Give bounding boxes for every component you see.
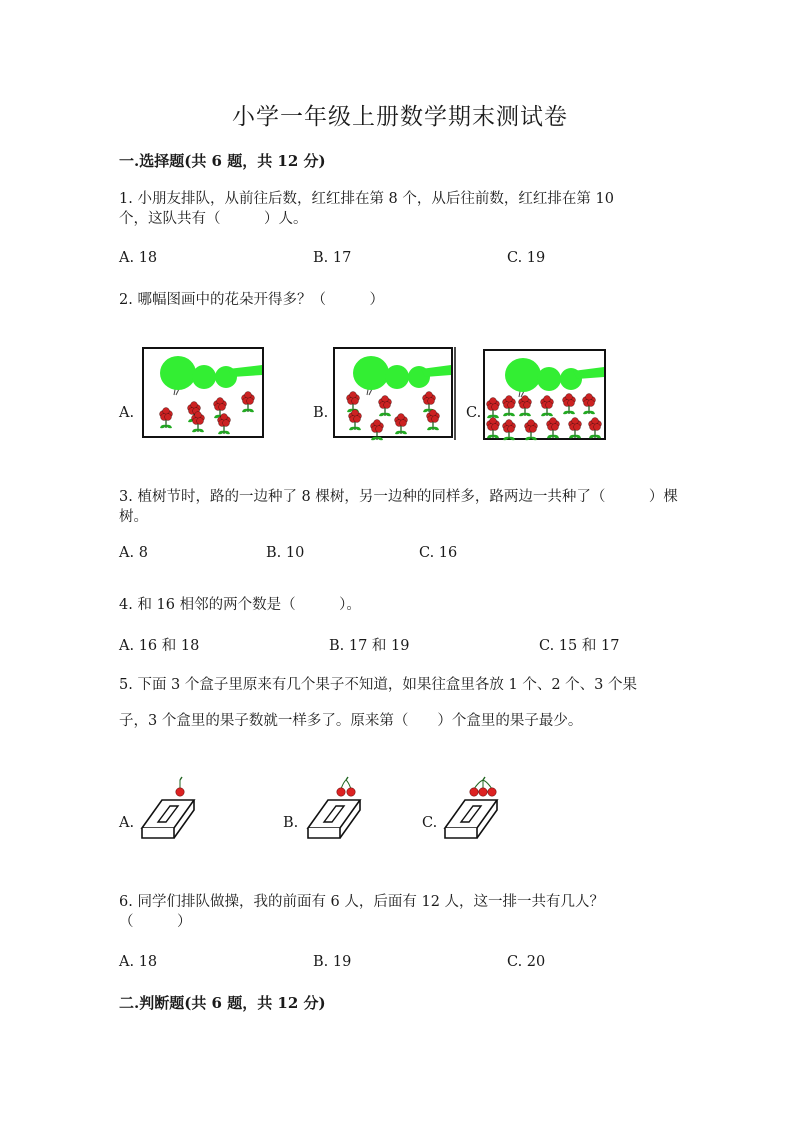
question-6-line-1: 6. 同学们排队做操，我的前面有 6 人，后面有 12 人，这一排一共有几人？ bbox=[119, 894, 605, 910]
question-3-option-b[interactable]: B. 10 bbox=[266, 545, 305, 561]
question-5-label-b[interactable]: B. bbox=[283, 815, 299, 831]
question-1-line-1: 1. 小朋友排队，从前往后数，红红排在第 8 个，从后往前数，红红排在第 10 bbox=[119, 191, 614, 207]
question-2-label-a[interactable]: A. bbox=[119, 405, 135, 421]
fruit-box-b bbox=[306, 770, 366, 842]
cherry-icon bbox=[176, 777, 184, 796]
flower-picture-a bbox=[142, 347, 264, 439]
question-3-option-a[interactable]: A. 8 bbox=[119, 545, 148, 561]
cherry-icon bbox=[470, 777, 496, 796]
flower-picture-c bbox=[483, 349, 607, 441]
picture-frame bbox=[143, 348, 263, 437]
question-5-label-a[interactable]: A. bbox=[119, 815, 135, 831]
flower-picture-b bbox=[333, 347, 457, 439]
question-4-text: 4. 和 16 相邻的两个数是（ ）。 bbox=[119, 597, 361, 613]
question-2-text: 2. 哪幅图画中的花朵开得多？（ ） bbox=[119, 292, 384, 308]
question-6-line-2: （ ） bbox=[119, 914, 192, 930]
question-5-line-1: 5. 下面 3 个盒子里原来有几个果子不知道，如果往盒里各放 1 个、2 个、3 个果 bbox=[119, 677, 637, 693]
question-1-option-a[interactable]: A. 18 bbox=[119, 250, 158, 266]
question-2-label-c[interactable]: C. bbox=[466, 405, 482, 421]
question-3-line-1: 3. 植树节时，路的一边种了 8 棵树，另一边种的同样多，路两边一共种了（ ）棵 bbox=[119, 489, 678, 505]
fruit-box-c bbox=[443, 770, 503, 842]
question-4-option-a[interactable]: A. 16 和 18 bbox=[119, 638, 200, 654]
question-3-option-c[interactable]: C. 16 bbox=[419, 545, 458, 561]
question-6-option-b[interactable]: B. 19 bbox=[313, 954, 352, 970]
question-6-option-c[interactable]: C. 20 bbox=[507, 954, 546, 970]
section-heading-choice: 一.选择题(共 6 题，共 12 分) bbox=[119, 152, 326, 170]
question-6-option-a[interactable]: A. 18 bbox=[119, 954, 158, 970]
box-icon bbox=[445, 800, 497, 838]
cherry-icon bbox=[337, 777, 355, 796]
box-icon bbox=[142, 800, 194, 838]
question-1-line-2: 个，这队共有（ ）人。 bbox=[119, 211, 308, 227]
question-1-option-b[interactable]: B. 17 bbox=[313, 250, 352, 266]
question-3-line-2: 树。 bbox=[119, 509, 148, 525]
question-1-option-c[interactable]: C. 19 bbox=[507, 250, 546, 266]
question-4-option-c[interactable]: C. 15 和 17 bbox=[539, 638, 620, 654]
section-heading-judgement: 二.判断题(共 6 题，共 12 分) bbox=[119, 994, 326, 1012]
question-5-label-c[interactable]: C. bbox=[422, 815, 438, 831]
fruit-box-a bbox=[140, 770, 200, 842]
box-icon bbox=[308, 800, 360, 838]
question-4-option-b[interactable]: B. 17 和 19 bbox=[329, 638, 410, 654]
page-title: 小学一年级上册数学期末测试卷 bbox=[232, 104, 568, 130]
question-5-line-2: 子，3 个盒里的果子数就一样多了。原来第（ ）个盒里的果子最少。 bbox=[119, 713, 583, 729]
question-2-label-b[interactable]: B. bbox=[313, 405, 329, 421]
